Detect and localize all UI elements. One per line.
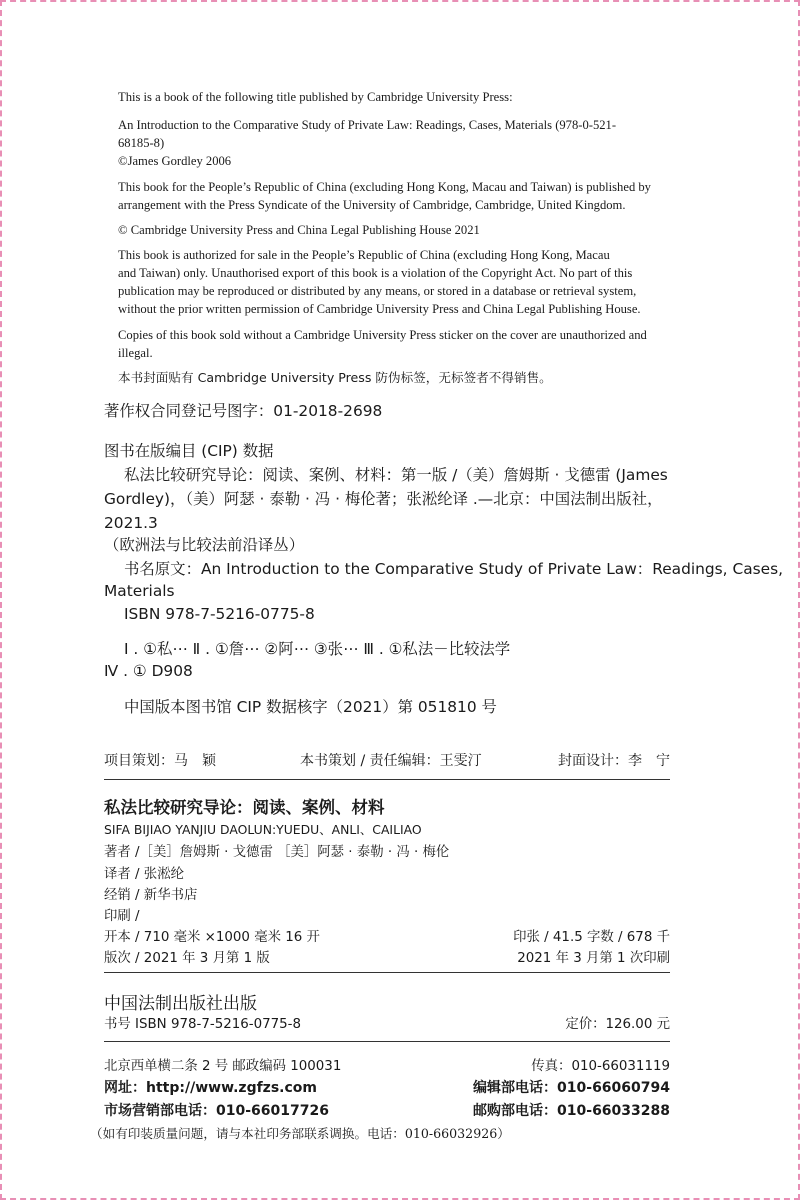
notice-line: This book for the People’s Republic of China (excluding Hong Kong, Macau and Taiwan) is published by: [118, 180, 651, 194]
marketing-phone: 市场营销部电话：010-66017726: [104, 1103, 329, 1119]
book-sheets: 印张 / 41.5 字数 / 678 千: [513, 930, 670, 945]
book-title-pinyin: SIFA BIJIAO YANJIU DAOLUN:YUEDU、ANLI、CAILIAO: [104, 822, 422, 837]
notice-line: An Introduction to the Comparative Study of Private Law: Readings, Cases, Materials (978-0-521-: [118, 118, 617, 132]
editorial-phone: 编辑部电话：010-66060794: [473, 1080, 670, 1096]
book-title: 私法比较研究导论：阅读、案例、材料: [104, 798, 385, 817]
cip-series: （欧洲法与比较法前沿译丛）: [104, 536, 305, 554]
book-printing: 2021 年 3 月第 1 次印刷: [517, 951, 670, 966]
book-price: 定价：126.00 元: [565, 1017, 670, 1032]
notice-line: publication may be reproduced or distributed by any means, or stored in a database or retrieval system,: [118, 284, 637, 298]
notice-line: 68185-8): [118, 136, 165, 150]
book-distributor: 经销 / 新华书店: [104, 888, 198, 903]
book-authors: 著者 /［美］詹姆斯 · 戈德雷 ［美］阿瑟 · 泰勒 · 冯 · 梅伦: [104, 845, 450, 860]
sticker-notice: 本书封面贴有 Cambridge University Press 防伪标签，无标签者不得销售。: [118, 370, 552, 385]
cip-line: 2021.3: [104, 514, 158, 532]
credits-row: [104, 750, 670, 770]
book-isbn: 书号 ISBN 978-7-5216-0775-8: [104, 1017, 302, 1032]
cip-verification: 中国版本图书馆 CIP 数据核字（2021）第 051810 号: [124, 698, 497, 716]
notice-line: without the prior written permission of Cambridge University Press and China Legal Publishing House.: [118, 302, 641, 316]
cip-isbn: ISBN 978-7-5216-0775-8: [124, 605, 315, 623]
cip-line: 书名原文：An Introduction to the Comparative Study of Private Law：Readings, Cases,: [124, 560, 784, 578]
cip-classification: Ⅳ . ① D908: [104, 662, 193, 680]
notice-line: illegal.: [118, 346, 153, 360]
phone-row: [104, 1100, 670, 1120]
notice-line: This book is authorized for sale in the People’s Republic of China (excluding Hong Kong, Macau: [118, 248, 610, 262]
publisher-website: 网址：http://www.zgfzs.com: [104, 1080, 317, 1096]
quality-note: （如有印装质量问题，请与本社印务部联系调换。电话：010-66032926）: [90, 1126, 510, 1141]
divider: [104, 972, 670, 973]
publisher-fax: 传真：010-66031119: [531, 1059, 670, 1074]
book-format: 开本 / 710 毫米 ×1000 毫米 16 开: [104, 930, 320, 945]
publisher-address: 北京西单横二条 2 号 邮政编码 100031: [104, 1059, 342, 1074]
cip-classification: Ⅰ . ①私⋯ Ⅱ . ①詹⋯ ②阿⋯ ③张⋯ Ⅲ . ①私法－比较法学: [124, 640, 511, 658]
book-edition-row: [104, 947, 670, 966]
cip-line: Gordley)，（美）阿瑟 · 泰勒 · 冯 · 梅伦著；张淞纶译 .—北京：中国法制出版社，: [104, 490, 663, 508]
mail-order-phone: 邮购部电话：010-66033288: [473, 1103, 670, 1119]
address-row: [104, 1055, 670, 1074]
divider: [104, 1041, 670, 1042]
copyright-registration: 著作权合同登记号图字：01-2018-2698: [104, 402, 383, 420]
isbn-row: [104, 1013, 670, 1032]
book-printer: 印刷 /: [104, 909, 140, 924]
notice-line: This is a book of the following title published by Cambridge University Press:: [118, 90, 513, 104]
cip-line: 私法比较研究导论：阅读、案例、材料：第一版 /（美）詹姆斯 · 戈德雷 (James: [124, 466, 668, 484]
publisher-name: 中国法制出版社出版: [104, 994, 257, 1014]
book-format-row: [104, 926, 670, 945]
website-row: [104, 1077, 670, 1097]
cover-designer: 封面设计：李 宁: [558, 753, 670, 769]
cip-title: 图书在版编目 (CIP) 数据: [104, 442, 274, 460]
project-planner: 项目策划：马 颖: [104, 753, 216, 769]
responsible-editor: 本书策划 / 责任编辑：王雯汀: [300, 753, 482, 769]
book-translator: 译者 / 张淞纶: [104, 867, 184, 882]
notice-line: arrangement with the Press Syndicate of the University of Cambridge, Cambridge, United Kingdom.: [118, 198, 626, 212]
divider: [104, 779, 670, 780]
book-edition: 版次 / 2021 年 3 月第 1 版: [104, 951, 270, 966]
notice-line: Copies of this book sold without a Cambridge University Press sticker on the cover are unauthorized and: [118, 328, 647, 342]
notice-line: © Cambridge University Press and China Legal Publishing House 2021: [118, 223, 480, 237]
notice-line: ©James Gordley 2006: [118, 154, 232, 168]
notice-line: and Taiwan) only. Unauthorised export of this book is a violation of the Copyright Act. No part of this: [118, 266, 633, 280]
cip-line: Materials: [104, 582, 175, 600]
